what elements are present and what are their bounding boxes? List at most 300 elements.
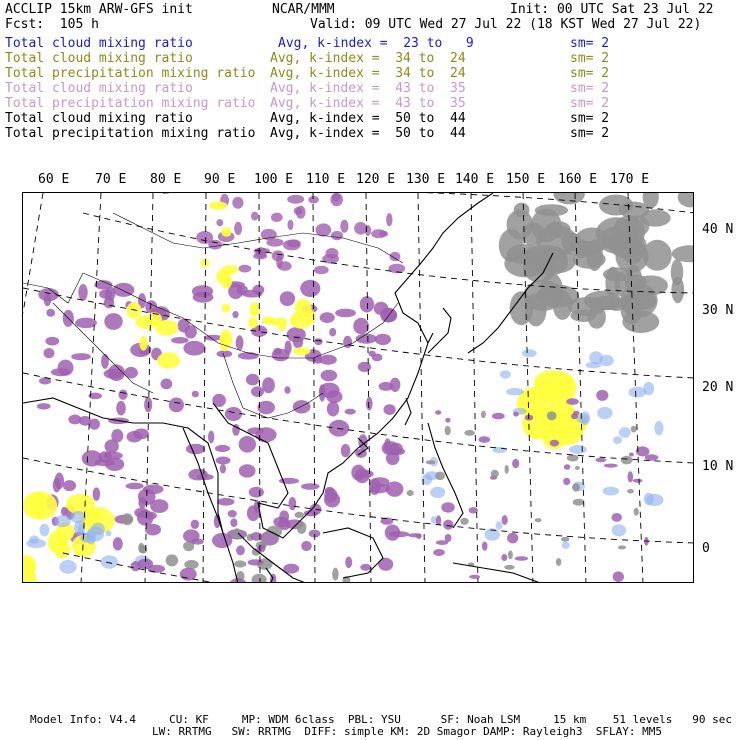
cloud-gray-patch [407,490,414,496]
precip-purple-patch [372,354,383,362]
precip-purple-patch [216,457,231,465]
cloud-gray-patch [122,513,133,525]
forecast-map [22,192,694,583]
precip-purple-patch [351,465,365,481]
precip-purple-patch [234,222,242,235]
precip-purple-patch [613,571,624,582]
legend-smoothing: sm= 2 [570,36,610,51]
precip-purple-patch [127,431,143,442]
precip-purple-patch [197,474,214,480]
precip-purple-patch [345,557,352,568]
precip-purple-patch [257,401,275,414]
precip-purple-patch [230,518,237,527]
legend-field-name: Total cloud mixing ratio [5,51,193,66]
cloud-blue-patch [54,515,70,527]
precip-purple-patch [329,328,336,337]
cloud-blue-patch [569,445,587,454]
cloud-gray-patch [678,193,694,207]
precip-purple-patch [341,444,351,457]
precip-purple-patch [186,444,205,455]
precip-purple-patch [301,541,312,551]
legend-kindex-range: Avg, k-index = 23 to 9 [278,36,474,51]
precip-purple-patch [46,309,55,317]
longitude-label: 70 E [95,172,127,187]
precip-purple-patch [354,222,367,235]
precip-purple-patch [161,379,173,390]
precip-purple-patch [276,255,282,269]
precip-purple-patch [169,398,184,413]
cloud-blue-patch [522,349,537,357]
precip-purple-patch [113,537,123,550]
precip-purple-patch [104,313,122,330]
cloud-gray-patch [556,558,562,566]
precip-purple-patch [436,540,448,545]
precip-purple-patch [358,362,371,372]
precip-purple-patch [183,341,205,356]
precip-purple-patch [185,325,197,338]
cloud-gray-patch [233,528,242,539]
precip-purple-patch [390,252,401,262]
cloud-yellow-patch [222,265,239,274]
precip-purple-patch [492,413,505,420]
cloud-gray-patch [535,518,542,522]
precip-purple-patch [320,312,335,323]
cloud-gray-patch [491,470,499,478]
precip-purple-patch [283,240,301,251]
precip-purple-patch [331,231,343,240]
precip-purple-patch [75,318,97,329]
precip-purple-patch [324,492,340,507]
meridian-line [471,193,478,583]
precip-purple-patch [479,436,491,443]
legend-kindex-range: Avg, k-index = 43 to 35 [270,96,466,111]
coastline-taiwan [405,398,411,425]
precip-purple-patch [360,564,371,571]
cloud-gray-patch [514,203,530,218]
cloud-gray-patch [166,554,179,566]
cloud-yellow-patch [222,304,231,313]
precip-purple-patch [433,549,445,556]
cloud-gray-patch [184,560,198,569]
precip-purple-patch [266,238,283,246]
precip-purple-patch [327,401,339,416]
precip-purple-patch [360,296,374,312]
cloud-blue-patch [101,555,118,569]
cloud-gray-patch [584,291,622,310]
cloud-gray-patch [508,550,513,559]
cloud-gray-patch [554,193,585,204]
cloud-gray-patch [481,411,486,418]
precip-purple-patch [37,403,51,409]
cloud-blue-patch [603,487,619,496]
cloud-gray-patch [601,236,641,254]
cloud-gray-patch [234,560,246,567]
forecast-hour: Fcst: 105 h [5,17,99,32]
precip-purple-patch [246,374,259,386]
precip-purple-patch [633,479,643,483]
precip-purple-patch [150,499,168,513]
precip-purple-patch [345,409,356,415]
precip-purple-patch [435,410,441,414]
cloud-yellow-patch [48,531,68,554]
cloud-blue-patch [619,427,631,438]
precip-purple-patch [51,368,70,376]
cloud-gray-patch [138,543,144,553]
precip-purple-patch [550,440,559,447]
precip-purple-patch [501,554,507,561]
precip-purple-patch [300,280,320,297]
precip-purple-patch [273,517,289,527]
cloud-yellow-patch [139,336,147,351]
precip-purple-patch [294,207,303,215]
cloud-blue-patch [644,493,654,505]
precip-purple-patch [482,542,488,551]
cloud-gray-patch [531,209,562,243]
cloud-blue-patch [589,351,603,364]
longitude-label: 130 E [406,172,446,187]
precip-purple-patch [253,285,265,295]
precip-purple-patch [145,524,161,536]
precip-purple-patch [375,334,391,345]
precip-purple-patch [280,291,295,306]
precip-purple-patch [515,556,528,561]
cloud-blue-patch [430,487,445,498]
precip-purple-patch [101,354,109,369]
cloud-gray-patch [426,460,436,464]
precip-purple-patch [228,510,237,517]
cloud-blue-patch [628,387,646,398]
meridian-line [366,193,371,583]
institution-label: NCAR/MMM [272,2,335,17]
precip-purple-patch [255,427,276,442]
precip-purple-patch [566,398,579,405]
precip-purple-patch [308,196,319,204]
precip-purple-patch [251,212,258,221]
precip-purple-patch [171,337,189,344]
precip-purple-patch [385,525,400,541]
cloud-blue-patch [26,539,46,548]
precip-purple-patch [436,515,441,525]
cloud-blue-patch [562,542,570,549]
legend-field-name: Total precipitation mixing ratio [5,96,256,111]
longitude-label: 80 E [150,172,182,187]
precip-purple-patch [249,487,264,498]
cloud-gray-patch [561,537,570,542]
cloud-yellow-patch [248,317,258,328]
coastline-korea [428,308,451,353]
precip-purple-patch [314,338,322,345]
precip-purple-patch [196,231,213,244]
cloud-gray-patch [332,568,338,581]
cloud-blue-patch [612,524,627,536]
cloud-gray-patch [435,472,445,481]
precip-purple-patch [251,386,264,397]
precip-purple-patch [384,438,391,453]
model-info-line-2: LW: RRTMG SW: RRTMG DIFF: simple KM: 2D Smagor DAMP: Rayleigh3 SFLAY: MM5 [152,725,662,738]
precip-purple-patch [248,559,264,565]
precip-purple-patch [563,478,570,485]
cloud-gray-patch [504,565,514,570]
precip-purple-patch [215,445,230,452]
longitude-label: 60 E [38,172,70,187]
precip-purple-patch [126,483,144,490]
precip-purple-patch [611,513,622,522]
legend-kindex-range: Avg, k-index = 34 to 24 [270,66,466,81]
legend-field-name: Total cloud mixing ratio [5,81,193,96]
cloud-gray-patch [505,465,509,474]
precip-purple-patch [262,377,275,393]
cloud-gray-patch [541,249,576,273]
cloud-gray-patch [621,295,643,325]
precip-purple-patch [353,318,369,334]
legend-kindex-range: Avg, k-index = 34 to 24 [270,51,466,66]
meridian-line [313,193,315,583]
cloud-blue-patch [59,560,76,574]
precip-purple-patch [507,533,518,544]
precip-purple-patch [208,431,214,444]
precip-purple-patch [443,520,453,530]
cloud-gray-patch [567,455,579,462]
cloud-gray-patch [525,293,546,326]
cloud-gray-patch [445,426,451,435]
precip-purple-patch [191,520,200,529]
legend-kindex-range: Avg, k-index = 43 to 35 [270,81,466,96]
cloud-gray-patch [541,273,563,303]
precip-purple-patch [330,193,343,206]
cloud-blue-patch [577,414,590,423]
precip-purple-patch [236,335,244,350]
cloud-gray-patch [631,426,637,433]
precip-purple-patch [44,348,55,358]
cloud-gray-patch [547,411,557,420]
latitude-label: 0 [702,541,710,556]
cloud-gray-patch [252,574,267,583]
cloud-yellow-patch [269,318,287,326]
map-canvas [23,193,694,583]
precip-purple-patch [232,197,243,209]
legend-smoothing: sm= 2 [570,66,610,81]
precip-purple-patch [237,285,248,295]
precip-purple-patch [604,464,618,468]
precip-purple-patch [390,443,403,455]
precip-purple-patch [378,558,393,571]
meridian-line [418,193,425,583]
longitude-label: 160 E [558,172,598,187]
cloud-gray-patch [464,430,475,436]
cloud-gray-patch [573,499,585,506]
cloud-blue-patch [86,530,96,544]
cloud-gray-patch [460,518,468,525]
precip-purple-patch [287,195,304,204]
legend-smoothing: sm= 2 [570,96,610,111]
legend-kindex-range: Avg, k-index = 50 to 44 [270,126,466,141]
model-info-line-1: Model Info: V4.4 CU: KF MP: WDM 6class PBL: YSU SF: Noah LSM 15 km 51 levels 90 sec [30,713,732,726]
precip-purple-patch [94,459,114,466]
cloud-blue-patch [506,388,524,395]
legend-field-name: Total cloud mixing ratio [5,111,193,126]
precip-purple-patch [512,459,519,468]
precip-purple-patch [335,309,356,318]
cloud-gray-patch [618,545,626,549]
precip-purple-patch [45,337,59,346]
precip-purple-patch [416,533,422,539]
precip-purple-patch [441,502,455,512]
precip-purple-patch [513,412,519,417]
coastline-china [395,193,493,343]
valid-time: Valid: 09 UTC Wed 27 Jul 22 (18 KST Wed 27 Jul 22) [310,17,702,32]
legend-smoothing: sm= 2 [570,126,610,141]
longitude-label: 100 E [254,172,294,187]
precip-purple-patch [314,266,329,274]
latitude-label: 10 N [702,459,734,474]
precip-purple-patch [192,285,213,297]
cloud-yellow-patch [306,310,315,324]
coastline-newguinea [453,563,543,583]
precip-purple-patch [217,498,235,506]
precip-purple-patch [239,464,256,477]
legend-kindex-range: Avg, k-index = 50 to 44 [270,111,466,126]
precip-purple-patch [384,404,396,415]
precip-purple-patch [250,532,262,541]
precip-purple-patch [374,302,389,315]
legend-smoothing: sm= 2 [570,81,610,96]
cloud-blue-patch [106,530,112,536]
precip-purple-patch [131,561,141,571]
precip-purple-patch [104,297,114,309]
cloud-yellow-patch [23,492,57,520]
precip-purple-patch [236,545,245,555]
init-time: Init: 00 UTC Sat 23 Jul 22 [510,2,714,17]
precip-purple-patch [71,353,91,360]
legend-field-name: Total precipitation mixing ratio [5,126,256,141]
precip-purple-patch [319,355,337,365]
cloud-gray-patch [671,277,684,304]
precip-purple-patch [225,407,242,421]
cloud-yellow-patch [209,201,227,209]
precip-purple-patch [116,401,126,416]
cloud-gray-patch [627,489,634,494]
cloud-blue-patch [654,421,663,435]
precip-purple-patch [301,483,320,490]
cloud-blue-patch [39,524,49,537]
cloud-blue-patch [597,407,612,419]
latitude-label: 40 N [702,222,734,237]
longitude-label: 150 E [506,172,546,187]
precip-purple-patch [78,284,87,301]
precip-purple-patch [144,397,152,412]
cloud-gray-patch [575,466,580,470]
precip-purple-patch [232,311,238,318]
cloud-yellow-patch [250,302,260,316]
model-title: ACCLIP 15km ARW-GFS init [5,2,193,17]
precip-purple-patch [119,390,128,400]
precip-purple-patch [180,568,197,581]
precip-purple-patch [55,473,64,490]
precip-purple-patch [105,439,119,453]
precip-purple-patch [271,213,283,222]
legend-smoothing: sm= 2 [570,51,610,66]
cloud-yellow-patch [221,227,231,236]
cloud-gray-patch [621,456,633,465]
precip-purple-patch [596,458,607,463]
precip-purple-patch [356,334,377,344]
precip-purple-patch [573,411,580,416]
precip-purple-patch [147,565,165,573]
precip-purple-patch [628,471,634,482]
precip-purple-patch [284,386,290,394]
longitude-label: 90 E [204,172,236,187]
cloud-gray-patch [499,229,524,262]
legend-smoothing: sm= 2 [570,111,610,126]
precip-purple-patch [502,515,508,525]
precip-purple-patch [191,539,204,545]
precip-purple-patch [239,436,256,453]
precip-purple-patch [340,220,348,233]
meridian-line [203,193,206,583]
cloud-gray-patch [294,512,304,518]
longitude-label: 120 E [356,172,396,187]
cloud-blue-patch [613,436,622,444]
cloud-gray-patch [603,267,633,281]
precip-purple-patch [138,497,146,509]
precip-purple-patch [564,464,571,470]
precip-purple-patch [63,480,76,491]
precip-purple-patch [289,497,297,510]
longitude-label: 110 E [306,172,346,187]
precip-purple-patch [216,219,223,226]
precip-purple-patch [319,383,340,398]
precip-purple-patch [220,464,226,473]
coastline-borneo [323,528,383,578]
precip-purple-patch [596,390,608,401]
cloud-gray-patch [572,483,580,492]
precip-purple-patch [288,220,294,230]
longitude-label: 140 E [455,172,495,187]
cloud-yellow-patch [146,312,162,325]
precip-purple-patch [143,485,164,495]
precip-purple-patch [469,575,480,579]
precip-purple-patch [371,229,386,238]
precip-purple-patch [366,397,373,411]
precip-purple-patch [293,400,311,413]
precip-purple-patch [192,391,199,398]
latitude-label: 20 N [702,380,734,395]
precip-purple-patch [93,487,101,500]
cloud-blue-patch [500,370,511,378]
precip-purple-patch [386,213,392,226]
legend-field-name: Total precipitation mixing ratio [5,66,256,81]
precip-purple-patch [257,545,265,553]
cloud-yellow-patch [157,352,180,368]
precip-purple-patch [390,378,401,392]
legend-field-name: Total cloud mixing ratio [5,36,193,51]
latitude-label: 30 N [702,303,734,318]
cloud-yellow-patch [220,333,229,351]
longitude-label: 170 E [610,172,650,187]
precip-purple-patch [321,370,338,382]
precip-purple-patch [369,484,390,494]
cloud-yellow-patch [200,259,210,267]
cloud-blue-patch [496,521,503,529]
cloud-gray-patch [634,508,639,516]
precip-purple-patch [285,341,292,355]
precip-purple-patch [239,265,252,273]
cloud-yellow-patch [553,374,577,402]
cloud-yellow-patch [293,347,311,355]
precip-purple-patch [445,418,450,423]
precip-purple-patch [253,248,270,254]
precip-purple-patch [629,453,634,457]
